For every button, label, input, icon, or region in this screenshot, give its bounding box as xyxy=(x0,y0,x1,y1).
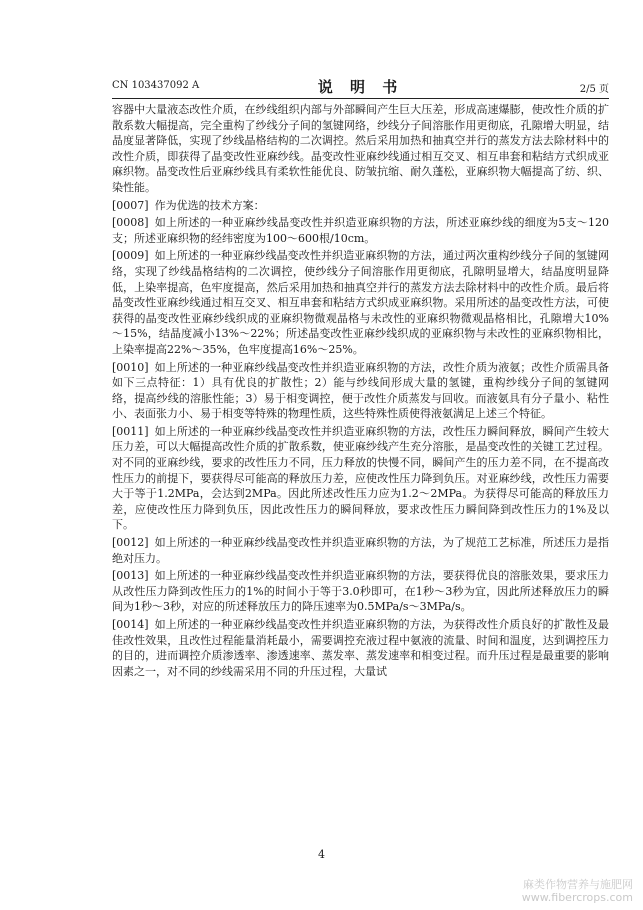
paragraph-number: [0012] xyxy=(112,536,149,550)
paragraph-number: [0007] xyxy=(112,198,149,212)
paragraph-text: 容器中大量液态改性介质，在纱线组织内部与外部瞬间产生巨大压差，形成高速爆膨，使改性介质的扩散系数大幅提高，完全重构了纱线分子间的氢键网络，纱线分子间溶胀作用更彻底，孔隙增大明显，结晶度显著降低，实现了纱线晶格结构的二次调控。然后采用加热和抽真空并行的蒸发方法去除材料中的改性介质，即获得了晶变改性亚麻纱线。晶变改性亚麻纱线通过相互交叉、相互串套和粘结方式织成亚麻织物。晶变改性后亚麻纱线具有柔软性能优良、防皱抗缩、耐久蓬松，亚麻织物大幅提高了纺、织、染性能。 xyxy=(112,103,609,194)
watermark-site-name: 麻类作物营养与施肥网 xyxy=(523,878,633,891)
watermark-url: www.fibercrops.com xyxy=(521,891,633,904)
paragraph-text: 如上所述的一种亚麻纱线晶变改性并织造亚麻织物的方法，改性压力瞬间释放，瞬间产生较大压力差，可以大幅提高改性介质的扩散系数，使亚麻纱线产生充分溶胀，是晶变改性的关键工艺过程。对不同的亚麻纱线，要求的改性压力不同，压力释放的快慢不同，瞬间产生的压力差不同，在不提高改性压力的前提下，要获得尽可能高的释放压力差，应使改性压力降到负压。对亚麻纱线，改性压力需要大于等于1.2MPa，会达到2MPa。因此所述改性压力应为1.2～2MPa。为获得尽可能高的释放压力差，应使改性压力降到负压，因此改性压力的瞬间释放，要求改性压力瞬间降到改性压力的1%及以下。 xyxy=(112,424,609,532)
paragraph xyxy=(112,198,609,214)
document-title: 说 明 书 xyxy=(317,78,404,96)
paragraph xyxy=(112,215,609,246)
patent-number: CN 103437092 A xyxy=(112,80,200,91)
paragraph-text: 如上所述的一种亚麻纱线晶变改性并织造亚麻织物的方法，所述亚麻纱线的细度为5支～120支；所述亚麻织物的经纬密度为100～600根/10cm。 xyxy=(112,216,609,245)
paragraph-text: 作为优选的技术方案： xyxy=(154,198,265,212)
paragraph-number: [0013] xyxy=(112,569,149,583)
paragraph-text: 如上所述的一种亚麻纱线晶变改性并织造亚麻织物的方法，要获得优良的溶胀效果，要求压力从改性压力降到改性压力的1%的时间小于等于3.0秒即可，在1秒～3秒为宜，因此所述释放压力的瞬间为1秒～3秒，对应的所述释放压力的降压速率为0.5MPa/s～3MPa/s。 xyxy=(112,569,609,614)
paragraph xyxy=(112,102,609,196)
paragraph-text: 如上所述的一种亚麻纱线晶变改性并织造亚麻织物的方法，为获得改性介质良好的扩散性及最佳改性效果，且改性过程能量消耗最小，需要调控充液过程中氨液的流量、时间和温度，达到调控压力的目的，进而调控介质渗透率、渗透速率、蒸发率、蒸发速率和相变过程。而升压过程是最重要的影响因素之一，对不同的纱线需采用不同的升压过程，大量试 xyxy=(112,618,609,678)
paragraph-number: [0009] xyxy=(112,249,149,263)
watermark xyxy=(522,878,633,904)
paragraph xyxy=(112,617,609,679)
paragraph xyxy=(112,248,609,357)
paragraph-number: [0014] xyxy=(112,618,149,631)
paragraph xyxy=(112,424,609,533)
page-indicator: 2/5 页 xyxy=(579,84,609,95)
paragraph-number: [0010] xyxy=(112,360,149,374)
paragraph xyxy=(112,360,609,422)
page-number: 4 xyxy=(318,848,325,861)
paragraph xyxy=(112,568,609,615)
page-header xyxy=(112,76,609,99)
document-body xyxy=(112,102,609,681)
paragraph-text: 如上所述的一种亚麻纱线晶变改性并织造亚麻织物的方法，通过两次重构纱线分子间的氢键网络，实现了纱线晶格结构的二次调控，使纱线分子间溶胀作用更彻底，孔隙明显增大，结晶度明显降低，上染率提高，色牢度提高，然后采用加热和抽真空并行的蒸发方法去除材料中的改性介质。最后将晶变改性亚麻纱线通过相互交叉、相互串套和粘结方式织成亚麻织物。采用所述的晶变改性方法，可使获得的晶变改性亚麻纱线织成的亚麻织物微观晶格与未改性的亚麻织物微观晶格相比，孔隙增大10%～15%，结晶度减小13%～22%；所述晶变改性亚麻纱线织成的亚麻织物与未改性的亚麻织物相比，上染率提高22%～35%，色牢度提高16%～25%。 xyxy=(112,249,609,356)
paragraph-text: 如上所述的一种亚麻纱线晶变改性并织造亚麻织物的方法，改性介质为液氨；改性介质需具备如下三点特征：1）具有优良的扩散性；2）能与纱线间形成大量的氢键，重构纱线分子间的氢键网络，提高纱线的溶胀性能；3）易于相变调控，便于改性介质蒸发与回收。而液氨具有分子量小、粘性小、表面张力小、易于相变等特殊的物理性质，这些特殊性质使得液氨满足上述三个特征。 xyxy=(112,360,609,421)
paragraph-number: [0008] xyxy=(112,216,149,230)
paragraph-number: [0011] xyxy=(112,424,149,438)
paragraph-text: 如上所述的一种亚麻纱线晶变改性并织造亚麻织物的方法，为了规范工艺标准，所述压力是指绝对压力。 xyxy=(112,536,609,565)
paragraph xyxy=(112,535,609,566)
